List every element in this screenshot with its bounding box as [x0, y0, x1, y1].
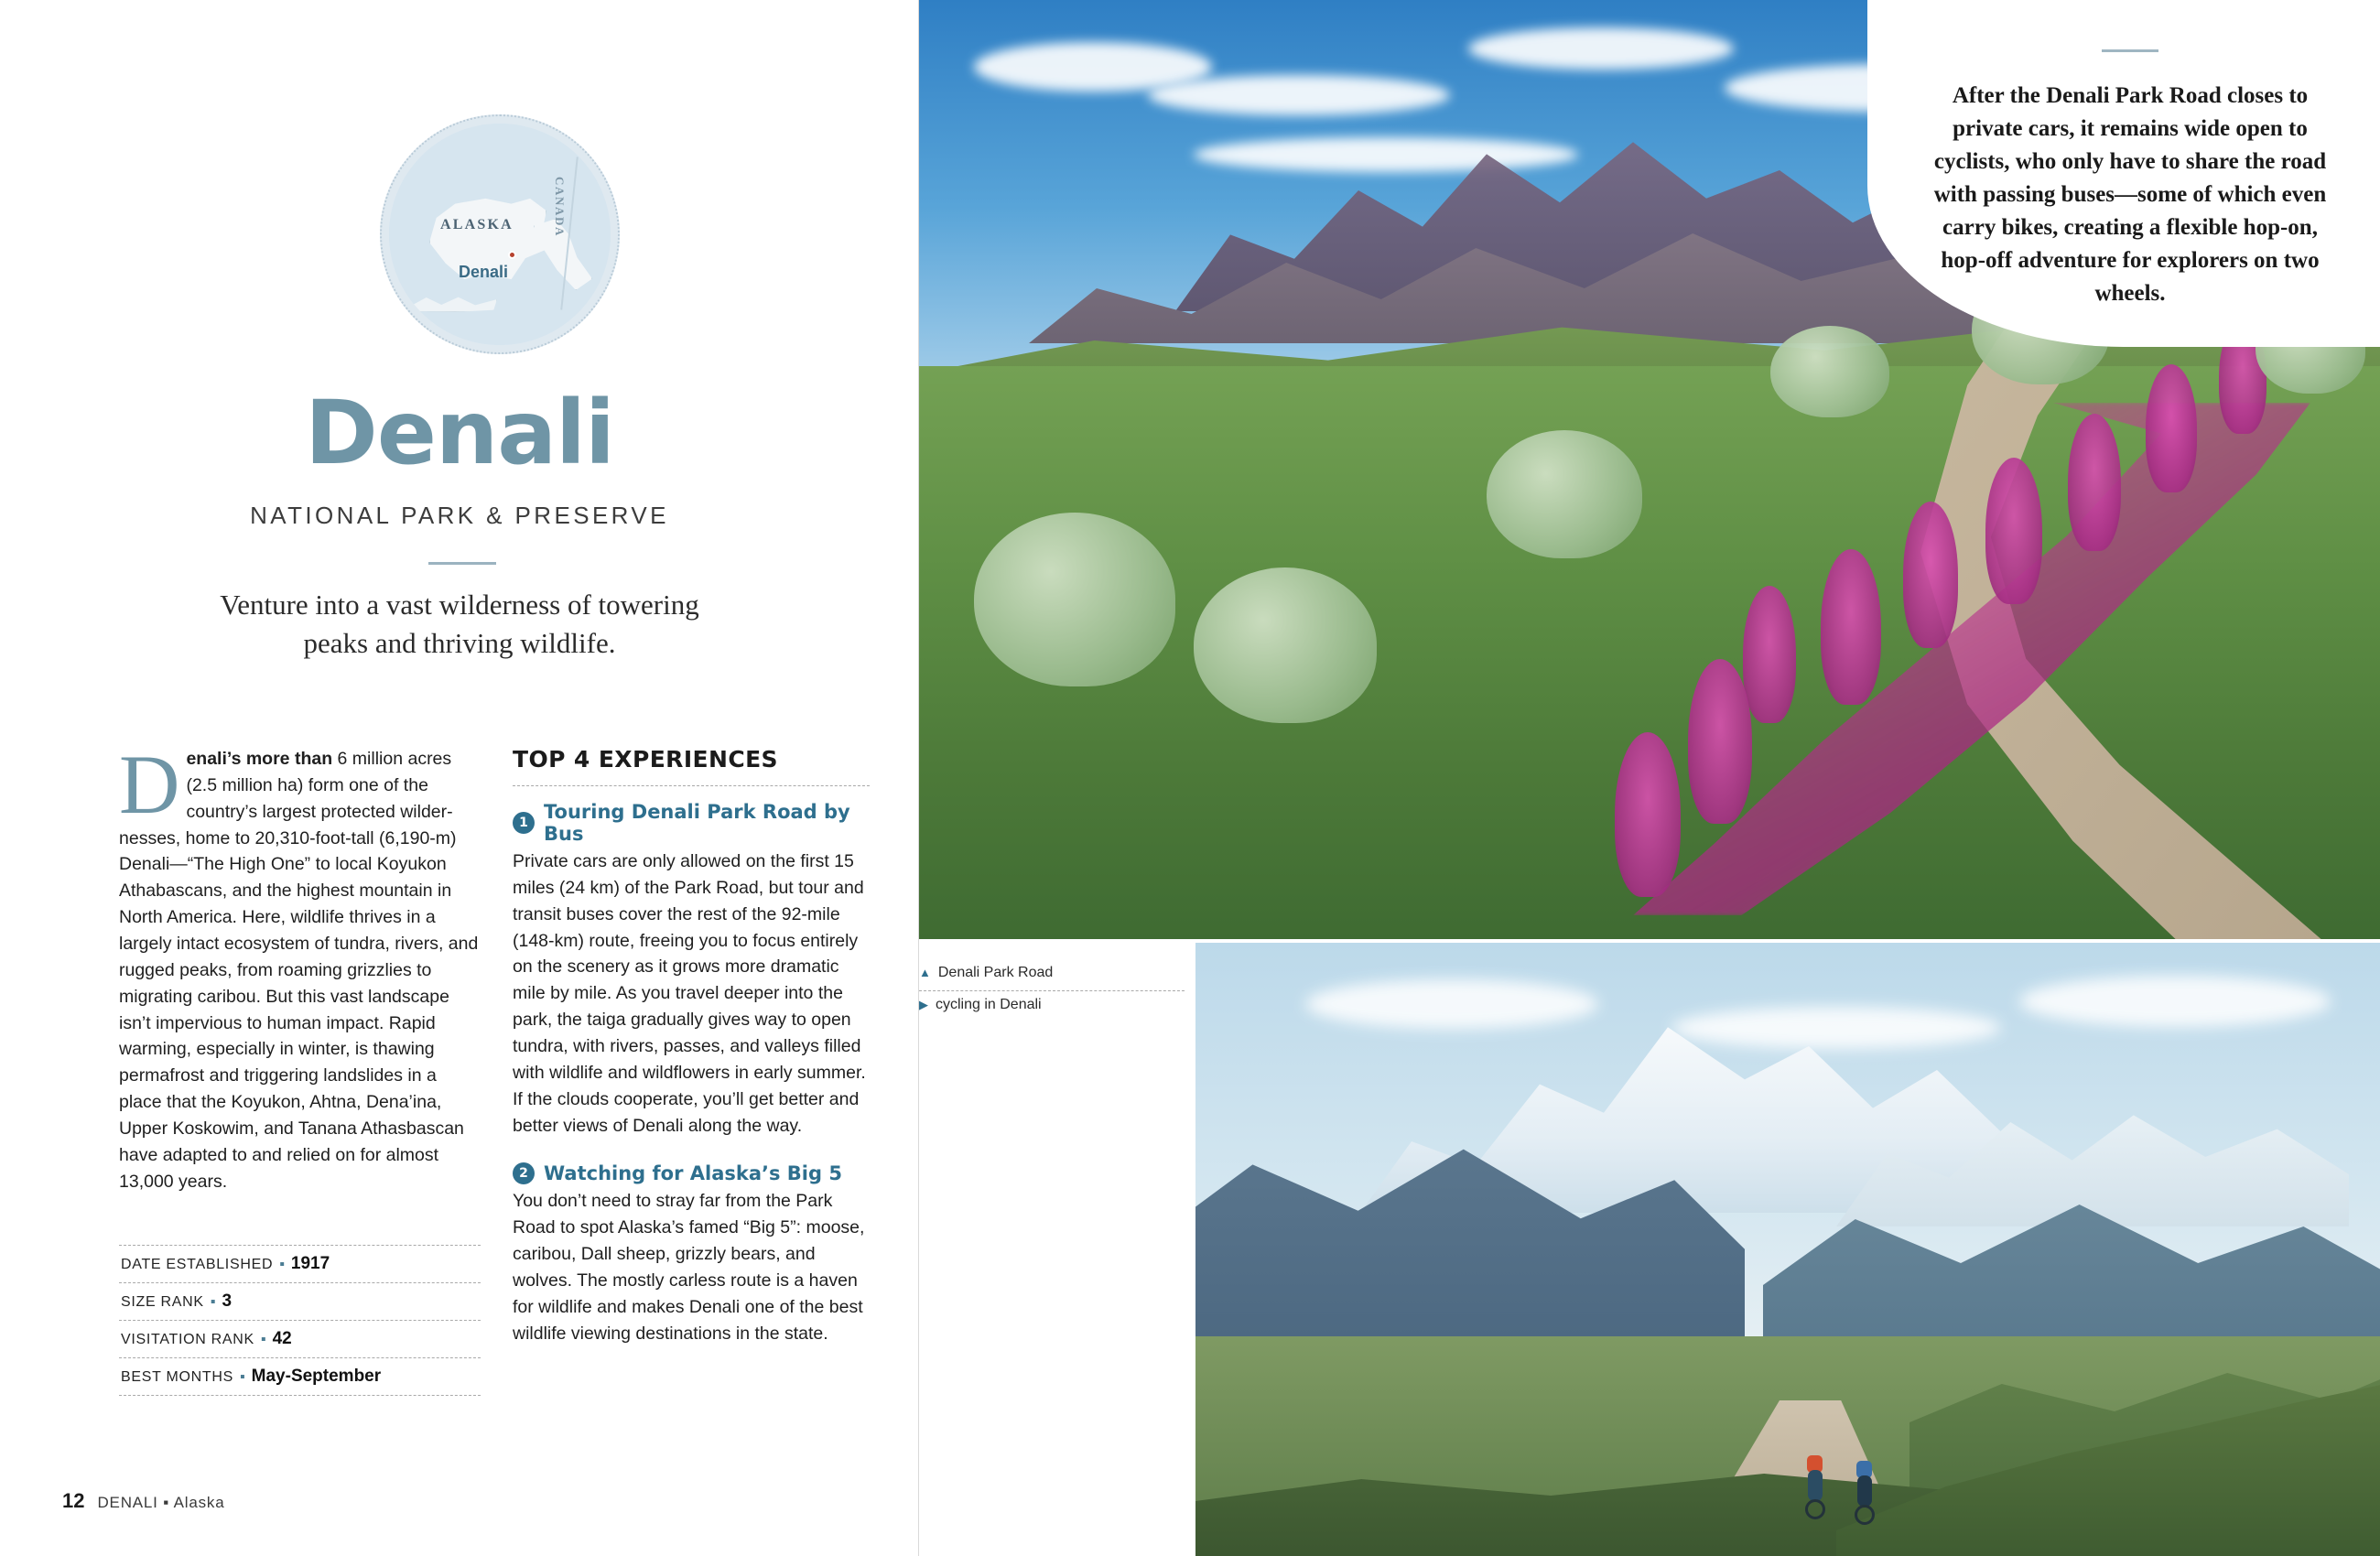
drop-cap: D [119, 738, 180, 831]
experiences-column [513, 746, 870, 1371]
rider-body [1808, 1470, 1823, 1501]
folio-state: Alaska [173, 1494, 225, 1511]
cloud-shape [1194, 137, 1578, 172]
caption-row [919, 991, 1185, 1022]
fact-row [119, 1245, 481, 1282]
caption-up-triangle-icon: ▲ [919, 966, 931, 979]
callout-text: After the Denali Park Road closes to private cars, it remains wide open to cyclists, who only have to share the road with passing buses—some of which even carry bikes, creating a flexible hop-on, hop-off adventure for explorers on two wheels. [1933, 83, 2327, 306]
park-facts-list [119, 1245, 481, 1396]
page-title: Denali [305, 382, 614, 484]
fact-row [119, 1282, 481, 1320]
cyclist-figure [1847, 1461, 1884, 1534]
map-label-canada: CANADA [553, 177, 567, 237]
fact-value: 3 [222, 1291, 233, 1311]
locator-map-inner [389, 124, 611, 345]
experience-item [513, 1162, 870, 1346]
fireweed-cluster [1688, 659, 1752, 824]
photo-denali-park-road [919, 0, 2380, 939]
shrub [1194, 567, 1377, 723]
intro-paragraph [119, 738, 481, 1195]
locator-map [380, 114, 620, 354]
fact-label: VISITATION RANK [121, 1332, 254, 1347]
map-label-denali: Denali [459, 263, 509, 281]
experiences-divider [513, 785, 870, 786]
bicycle-wheel [1805, 1499, 1825, 1519]
map-label-alaska: ALASKA [440, 217, 514, 232]
fact-bullet-icon: ▪ [279, 1257, 285, 1272]
bicycle-wheel [1855, 1505, 1875, 1525]
intro-body: 6 million acres (2.5 million ha) form one of the country’s largest protected wildernesses, home to 20,310-foot-tall (6,190-m) Denali—“The High One” to local Koyukon Athabascans, and the highest mountain in North America. Here, wildlife thrives in a largely intact ecosystem of tundra, rivers, and rugged peaks, from roaming grizzlies to migrating caribou. But this vast landscape isn’t impervious to human impact. Rapid warming, especially in winter, is thawing permafrost and triggering landslides in a place that the Koyukon, Ahtna, Dena’ina, Upper Koskowim, and Tanana Athasbascan have adapted to and relied on for almost 13,000 years. [119, 749, 479, 1192]
fireweed-cluster [1821, 549, 1881, 705]
experiences-heading: TOP 4 EXPERIENCES [513, 746, 778, 773]
page-number: 12 [62, 1489, 85, 1512]
park-designation: NATIONAL PARK & PRESERVE [250, 502, 669, 529]
shrub [1770, 326, 1889, 417]
callout-divider [2102, 49, 2158, 52]
fact-bullet-icon: ▪ [260, 1332, 266, 1347]
cloud-shape [1468, 27, 1734, 70]
fact-bullet-icon: ▪ [210, 1294, 216, 1310]
intro-column [119, 738, 481, 1195]
fireweed-cluster [1985, 458, 2042, 604]
title-divider [428, 562, 496, 565]
experience-body: Private cars are only allowed on the first 15 miles (24 km) of the Park Road, but tour and transit buses cover the rest of the 92-mile (148-km) route, freeing you to focus entirely on the scenery as it grows more dramatic mile by mile. As you travel deeper into the park, the taiga gradually gives way to open tundra, with rivers, passes, and valleys filled with wildlife and wildflowers in early summer. If the clouds cooperate, you’ll get better and better views of Denali along the way. [513, 851, 866, 1136]
experience-title-row [513, 801, 870, 845]
experience-title: Touring Denali Park Road by Bus [544, 801, 850, 845]
cloud-shape [1148, 75, 1450, 115]
fact-row [119, 1320, 481, 1357]
page-deck: Venture into a vast wilderness of towering peaks and thriving wildlife. [220, 589, 699, 660]
experience-number-badge: 2 [513, 1162, 535, 1184]
fireweed-cluster [1615, 732, 1681, 897]
folio-text [97, 1494, 224, 1512]
shrub [1487, 430, 1642, 558]
map-marker-dot-icon [508, 251, 516, 259]
experience-body: You don’t need to stray far from the Park Road to spot Alaska’s famed “Big 5”: moose, caribou, Dall sheep, grizzly bears, and wolves. The mostly carless route is a haven for wildlife and makes Denali one of the best wildlife viewing destinations in the state. [513, 1191, 865, 1344]
experience-title-row [513, 1162, 870, 1184]
fireweed-cluster [2068, 414, 2121, 551]
cloud-shape [2019, 976, 2331, 1027]
folio-park: DENALI [97, 1494, 158, 1511]
shrub [974, 513, 1175, 686]
caption-right-triangle-icon: ▶ [919, 998, 928, 1011]
fact-value: May-September [251, 1367, 382, 1386]
experience-item [513, 801, 870, 1139]
fireweed-cluster [2146, 364, 2197, 492]
caption-row [919, 959, 1185, 991]
caption-text: Denali Park Road [937, 965, 1054, 980]
folio-separator-icon: ▪ [163, 1494, 170, 1511]
experience-number-badge: 1 [513, 812, 535, 834]
cloud-shape [1671, 1007, 2001, 1049]
fireweed-cluster [1743, 586, 1796, 723]
fact-label: BEST MONTHS [121, 1369, 233, 1385]
left-page [0, 0, 919, 1556]
fireweed-cluster [1903, 502, 1958, 648]
photo-cycling-in-denali [1195, 943, 2380, 1556]
cyclist-figure [1798, 1455, 1834, 1529]
folio [62, 1489, 224, 1513]
fact-row [119, 1357, 481, 1396]
intro-lede: enali’s more than [186, 749, 333, 769]
rider-body [1857, 1475, 1872, 1507]
fact-bullet-icon: ▪ [239, 1369, 245, 1385]
caption-text: cycling in Denali [936, 997, 1042, 1012]
fact-value: 42 [272, 1329, 292, 1348]
fact-value: 1917 [290, 1254, 330, 1273]
photo-captions [919, 959, 1185, 1022]
experience-title: Watching for Alaska’s Big 5 [544, 1162, 842, 1185]
fact-label: DATE ESTABLISHED [121, 1257, 274, 1272]
fact-label: SIZE RANK [121, 1294, 204, 1310]
pull-quote-callout [1867, 0, 2380, 347]
cloud-shape [1305, 979, 1598, 1029]
